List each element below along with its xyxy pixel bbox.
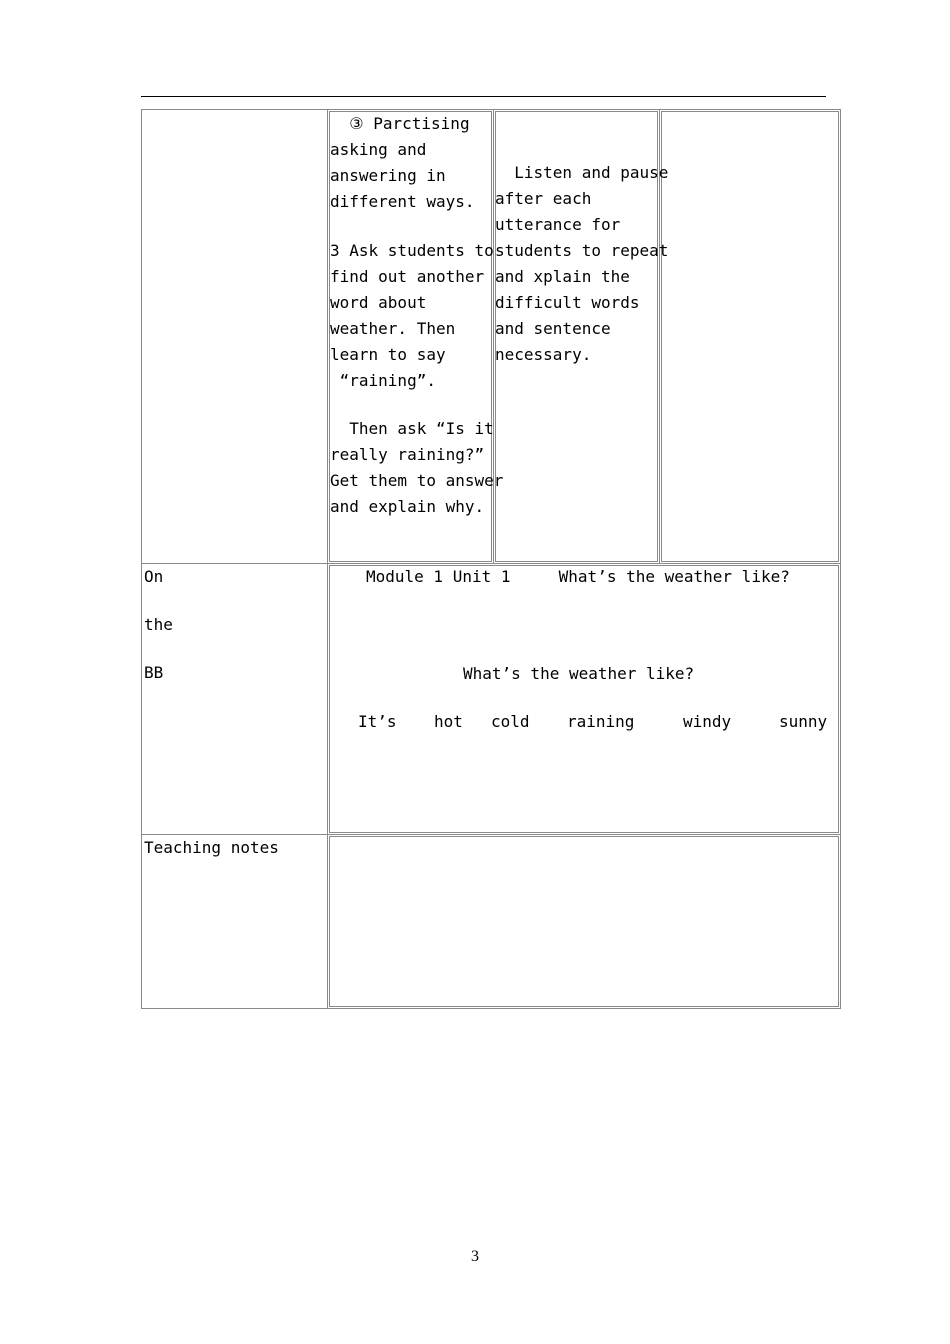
teacher-line: and sentence — [495, 319, 611, 338]
page-number: 3 — [471, 1248, 479, 1265]
teacher-line: students to repeat — [495, 241, 669, 260]
bb-question: What’s the weather like? — [463, 664, 695, 683]
activity-line: Get them to answer — [330, 471, 504, 490]
teacher-line: utterance for — [495, 215, 621, 234]
teacher-line: Listen and pause — [495, 163, 669, 182]
notes-label: Teaching notes — [144, 838, 279, 857]
activity-line: weather. Then — [330, 319, 456, 338]
teacher-line: necessary. — [495, 345, 592, 364]
activity-line: word about — [330, 293, 427, 312]
bb-word: It’s — [358, 712, 397, 731]
bb-word: windy — [683, 712, 732, 731]
activity-line: and explain why. — [330, 497, 485, 516]
activity-line: different ways. — [330, 192, 475, 211]
header-rule — [141, 96, 826, 97]
activity-line: asking and — [330, 140, 427, 159]
activity-line: Then ask “Is it — [330, 419, 494, 438]
teacher-line: and xplain the — [495, 267, 630, 286]
teacher-line: difficult words — [495, 293, 640, 312]
bb-label-line: BB — [144, 663, 164, 682]
activity-line: answering in — [330, 166, 446, 185]
activity-line: 3 Ask students to — [330, 241, 494, 260]
bb-label-cell — [141, 563, 328, 835]
activity-line: learn to say — [330, 345, 446, 364]
row1-label-cell — [141, 109, 328, 564]
bb-label-line: On — [144, 567, 164, 586]
bb-heading: Module 1 Unit 1 What’s the weather like? — [366, 567, 790, 586]
bb-label-line: the — [144, 615, 173, 634]
bb-word: cold — [491, 712, 530, 731]
bb-word: raining — [567, 712, 635, 731]
activity-line: really raining?” — [330, 445, 485, 464]
activity-line: ③ Parctising — [330, 114, 470, 133]
bb-word: hot — [434, 712, 463, 731]
bb-word: sunny — [779, 712, 828, 731]
activity-line: “raining”. — [330, 371, 436, 390]
teacher-line: after each — [495, 189, 592, 208]
activity-line: find out another — [330, 267, 485, 286]
